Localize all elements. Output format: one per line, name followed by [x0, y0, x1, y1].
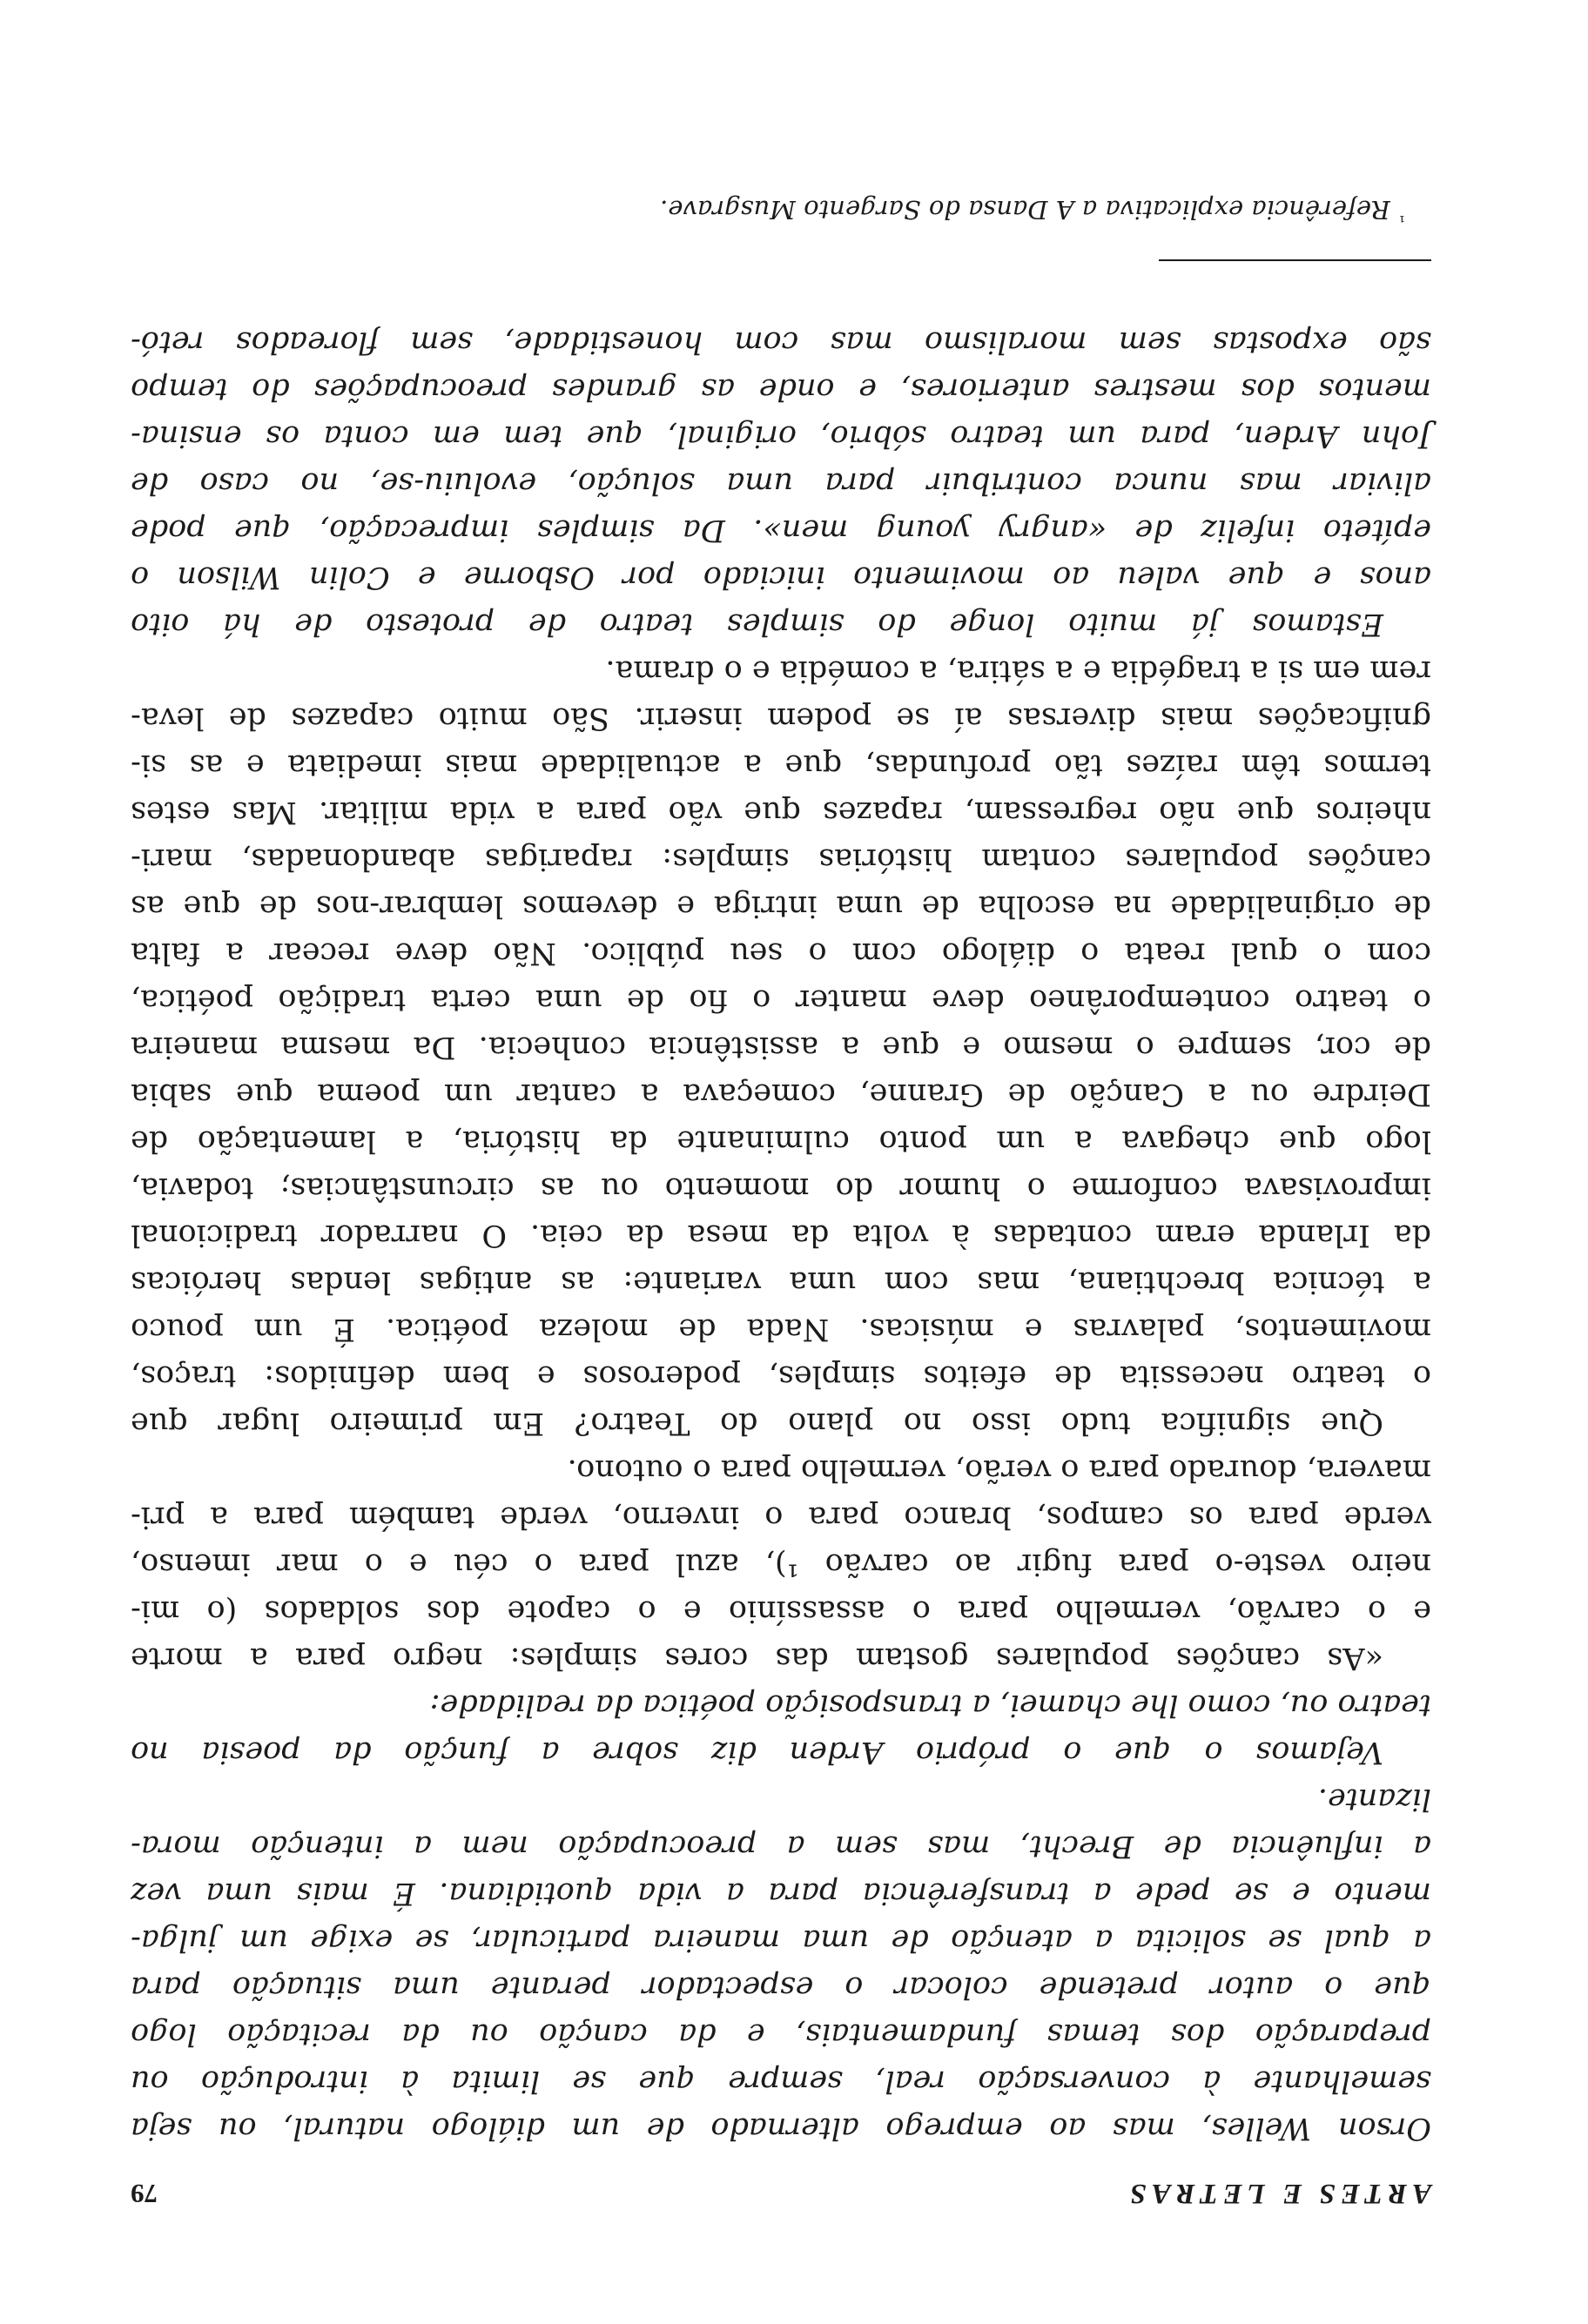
text-line: e o carvão, vermelho para o assassínio e o capote dos soldados (o mi- [131, 1594, 1431, 1629]
text-line: da Irlanda eram contadas à volta da mesa da ceia. O narrador tradicional [131, 1218, 1431, 1253]
text-line: de cor, sempre o mesmo e que a assistência conhecia. Da mesma maneira [131, 1030, 1431, 1065]
text-line: Deirdre ou a Canção de Granne, começava a cantar um poema que sabia [131, 1077, 1431, 1112]
text-line: aliviar mas nunca contribuir para uma solução, evoluiu-se, no caso de [131, 466, 1431, 500]
text-line: o teatro contemporâneo deve manter o fio de uma certa tradição poética, [131, 983, 1431, 1018]
page-number: 79 [131, 2179, 158, 2209]
text-line: que o autor pretende colocar o espectador perante uma situação para [131, 1970, 1431, 2005]
text-line: mentos dos mestres anteriores, e onde as grandes preocupações do tempo [131, 372, 1431, 406]
text-line: canções populares contam histórias simples: raparigas abandonadas, mari- [131, 842, 1431, 877]
text-line: a influência de Brecht, mas sem a preocupação nem a intenção mora- [131, 1829, 1431, 1864]
body-text [131, 319, 1431, 2152]
text-line: John Arden, para um teatro sóbrio, original, que tem em conta os ensina- [131, 419, 1431, 453]
footnote [660, 195, 1405, 225]
text-line: são expostas sem moralismo mas com honestidade, sem floreados retó- [131, 325, 1431, 359]
text-line: de originalidade na escolha de uma intriga e devemos lembrar-nos de que as [131, 889, 1431, 924]
text-line: a qual se solicita a atenção de uma maneira particular, se exige um julga- [131, 1923, 1431, 1958]
text-line: teatro ou, como lhe chamei, a transposição poética da realidade: [429, 1688, 1431, 1723]
text-line: semelhante à conversação real, sempre que se limita à introdução ou [131, 2064, 1431, 2099]
text-line: improvisava conforme o humor do momento ou as circunstâncias; todavia, [131, 1171, 1431, 1206]
text-line: Orson Welles, mas ao emprego alternado de um diálogo natural, ou seja [131, 2111, 1431, 2146]
text-line: gnificações mais diversas aí se podem inserir. São muito capazes de leva- [131, 701, 1431, 735]
text-line: lizante. [1317, 1782, 1431, 1817]
text-line: o teatro necessita de efeitos simples, poderosos e bem definidos: traços, [131, 1359, 1431, 1394]
text-line: anos e que valeu ao movimento iniciado por Osborne e Colin Wilson o [131, 560, 1431, 594]
text-line: a técnica brechtiana, mas com uma variante: as antigas lendas heróicas [131, 1265, 1431, 1300]
text-line: mento e se pede a transferência para a vida quotidiana. É mais uma vez [131, 1876, 1431, 1911]
text-line: movimentos, palavras e músicas. Nada de moleza poética. É um pouco [131, 1312, 1431, 1347]
text-line: termos têm raízes tão profundas, que a actualidade mais imediata e as si- [131, 748, 1431, 783]
text-line: neiro veste-o para fugir ao carvão ¹), azul para o céu e o mar imenso, [131, 1547, 1431, 1582]
text-line: «As canções populares gostam das cores simples: negro para a morte [131, 1641, 1383, 1676]
text-line: Estamos já muito longe do simples teatro de protesto de há oito [131, 607, 1383, 641]
footnote-divider [1159, 259, 1431, 261]
text-line: mavera, dourado para o verão, vermelho para o outono. [567, 1453, 1431, 1488]
text-line: verde para os campos, branco para o inverno, verde também para a pri- [131, 1500, 1431, 1535]
text-line: rem em si a tragédia e a sátira, a comédia e o drama. [605, 654, 1431, 688]
footnote-text: Referência explicativa a A Dansa do Sargento Musgrave. [660, 195, 1390, 225]
running-title: ARTES E LETRAS [1125, 2178, 1431, 2209]
text-line: preparação dos temas fundamentais, e da canção ou da recitação logo [131, 2017, 1431, 2052]
text-line: com o qual reata o diálogo com o seu público. Não deve recear a falta [131, 936, 1431, 971]
text-line: Vejamos o que o próprio Arden diz sobre a função da poesia no [131, 1735, 1383, 1770]
page-header [131, 2174, 1431, 2209]
footnote-marker: ¹ [1398, 205, 1405, 225]
text-line: Que significa tudo isso no plano do Teatro? Em primeiro lugar que [131, 1406, 1383, 1441]
text-line: nheiros que não regressam, rapazes que vão para a vida militar. Mas estes [131, 795, 1431, 830]
text-line: epíteto infeliz de «angry young men». Da simples imprecação, que pode [131, 513, 1431, 547]
text-line: logo que chegava a um ponto culminante da história, a lamentação de [131, 1124, 1431, 1159]
